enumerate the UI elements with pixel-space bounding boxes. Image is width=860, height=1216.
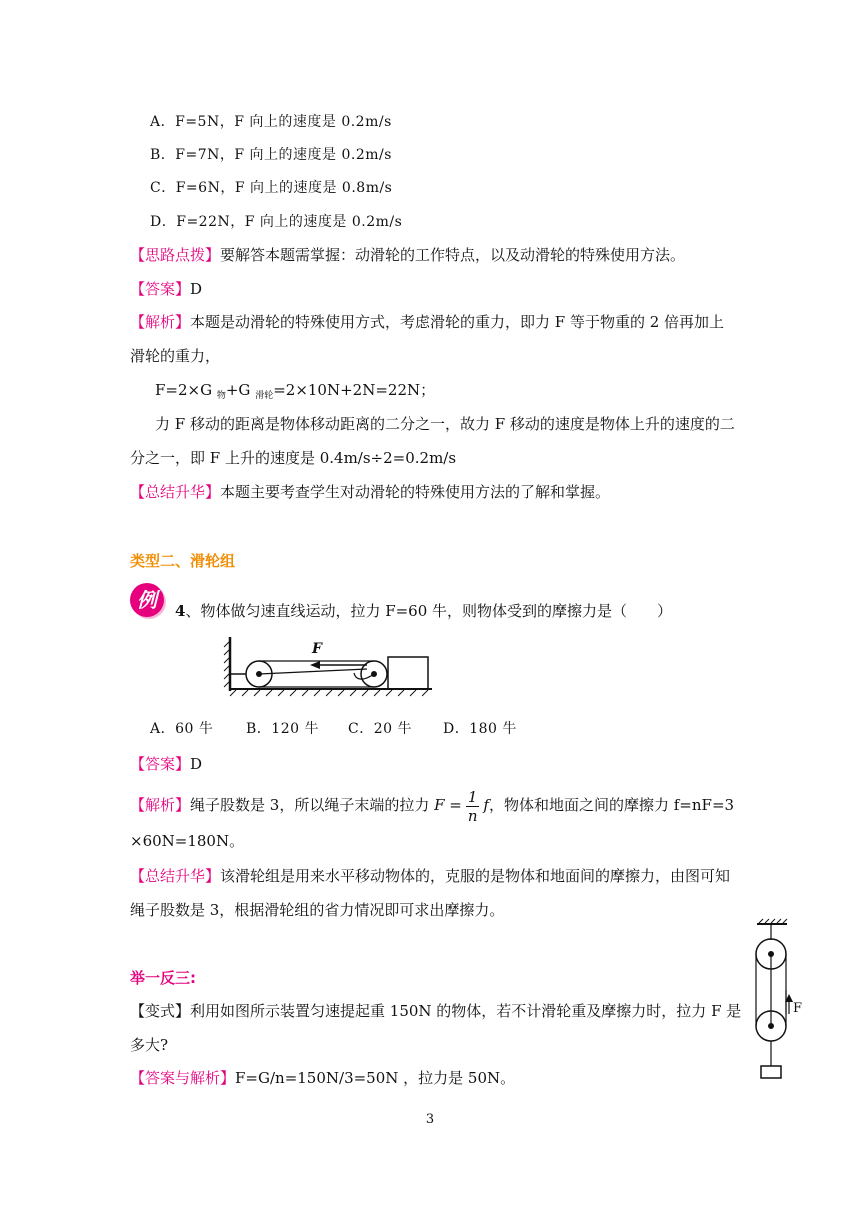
fraction-numerator: 1	[467, 787, 478, 806]
variant-line-1	[130, 1001, 741, 1021]
section-title: 类型二、滑轮组	[130, 552, 236, 570]
equation-rhs: f	[483, 796, 489, 814]
option-d: D．F=22N，F 向上的速度是 0.2m/s	[150, 214, 403, 230]
analysis-line-4: 分之一，即 F 上升的速度是 0.4m/s÷2=0.2m/s	[130, 449, 457, 467]
analysis-formula	[155, 380, 435, 403]
answer-tag: 【答案】	[130, 755, 191, 773]
analysis-line-3: 力 F 移动的距离是物体移动距离的二分之一，故力 F 移动的速度是物体上升的速度的二	[155, 415, 735, 433]
answer-text: D	[190, 280, 203, 298]
variant-line-2: 多大?	[130, 1036, 169, 1054]
force-label: F	[793, 1001, 803, 1016]
practice-title: 举一反三:	[130, 969, 196, 987]
formula-part: =2×10N+2N=22N；	[273, 381, 436, 399]
fraction	[466, 788, 480, 825]
summary-paragraph	[130, 482, 610, 502]
answer-analysis-paragraph	[130, 1068, 515, 1088]
answer-analysis-text: F=G/n=150N/3=50N ，拉力是 50N。	[235, 1069, 516, 1087]
hint-paragraph	[130, 245, 685, 265]
summary-tag: 【总结升华】	[130, 867, 221, 885]
hint-text: 要解答本题需掌握：动滑轮的工作特点，以及动滑轮的特殊使用方法。	[220, 246, 686, 264]
summary-text: 该滑轮组是用来水平移动物体的，克服的是物体和地面间的摩擦力，由图可知	[220, 867, 731, 885]
answer-paragraph	[130, 279, 202, 299]
page-number: 3	[425, 1112, 435, 1127]
answer-tag: 【答案】	[130, 280, 191, 298]
option-c: C．F=6N，F 向上的速度是 0.8m/s	[150, 180, 393, 196]
option-b: B．120 牛	[246, 721, 319, 737]
question-text: 、物体做匀速直线运动，拉力 F=60 牛，则物体受到的摩擦力是（ ）	[185, 602, 673, 620]
formula-subscript: 物	[216, 391, 226, 401]
analysis-text: 本题是动滑轮的特殊使用方式，考虑滑轮的重力，即力 F 等于物重的 2 倍再加上	[190, 313, 725, 331]
example-question	[175, 601, 672, 621]
option-c: C．20 牛	[348, 721, 412, 737]
example-badge: 例	[130, 583, 164, 617]
summary-line-1	[130, 866, 730, 886]
option-b: B．F=7N，F 向上的速度是 0.2m/s	[150, 147, 392, 163]
analysis-line-1	[130, 312, 724, 332]
question-number: 4	[175, 602, 186, 620]
analysis-text: 绳子股数是 3，所以绳子末端的拉力	[190, 796, 430, 814]
option-d: D．180 牛	[443, 721, 517, 737]
answer-text: D	[190, 755, 203, 773]
analysis-tag: 【解析】	[130, 796, 191, 814]
pulley-figure-vertical	[745, 918, 811, 1083]
fraction-denominator: n	[467, 806, 478, 825]
variant-text: 利用如图所示装置匀速提起重 150N 的物体，若不计滑轮重及摩擦力时，拉力 F 是	[190, 1002, 742, 1020]
answer-analysis-tag: 【答案与解析】	[130, 1069, 236, 1087]
analysis-line-1	[130, 785, 734, 825]
analysis-line-2: ×60N=180N。	[130, 832, 245, 850]
hint-tag: 【思路点拨】	[130, 246, 221, 264]
formula-part: +G	[225, 381, 256, 399]
variant-tag: 【变式】	[130, 1002, 191, 1020]
formula-subscript: 滑轮	[255, 391, 274, 401]
summary-line-2: 绳子股数是 3，根据滑轮组的省力情况即可求出摩擦力。	[130, 901, 505, 919]
answer-paragraph	[130, 754, 202, 774]
option-a: A．F=5N，F 向上的速度是 0.2m/s	[150, 114, 392, 130]
analysis-line-2: 滑轮的重力，	[130, 347, 221, 365]
formula-part: F=2×G	[155, 381, 217, 399]
summary-text: 本题主要考查学生对动滑轮的特殊使用方法的了解和掌握。	[220, 483, 611, 501]
pulley-figure-horizontal	[222, 635, 437, 700]
summary-tag: 【总结升华】	[130, 483, 221, 501]
force-label: F	[312, 641, 322, 657]
option-a: A．60 牛	[150, 721, 214, 737]
equation-lhs: F =	[434, 796, 462, 814]
analysis-tag: 【解析】	[130, 313, 191, 331]
analysis-text: ，物体和地面之间的摩擦力 f=nF=3	[488, 796, 735, 814]
